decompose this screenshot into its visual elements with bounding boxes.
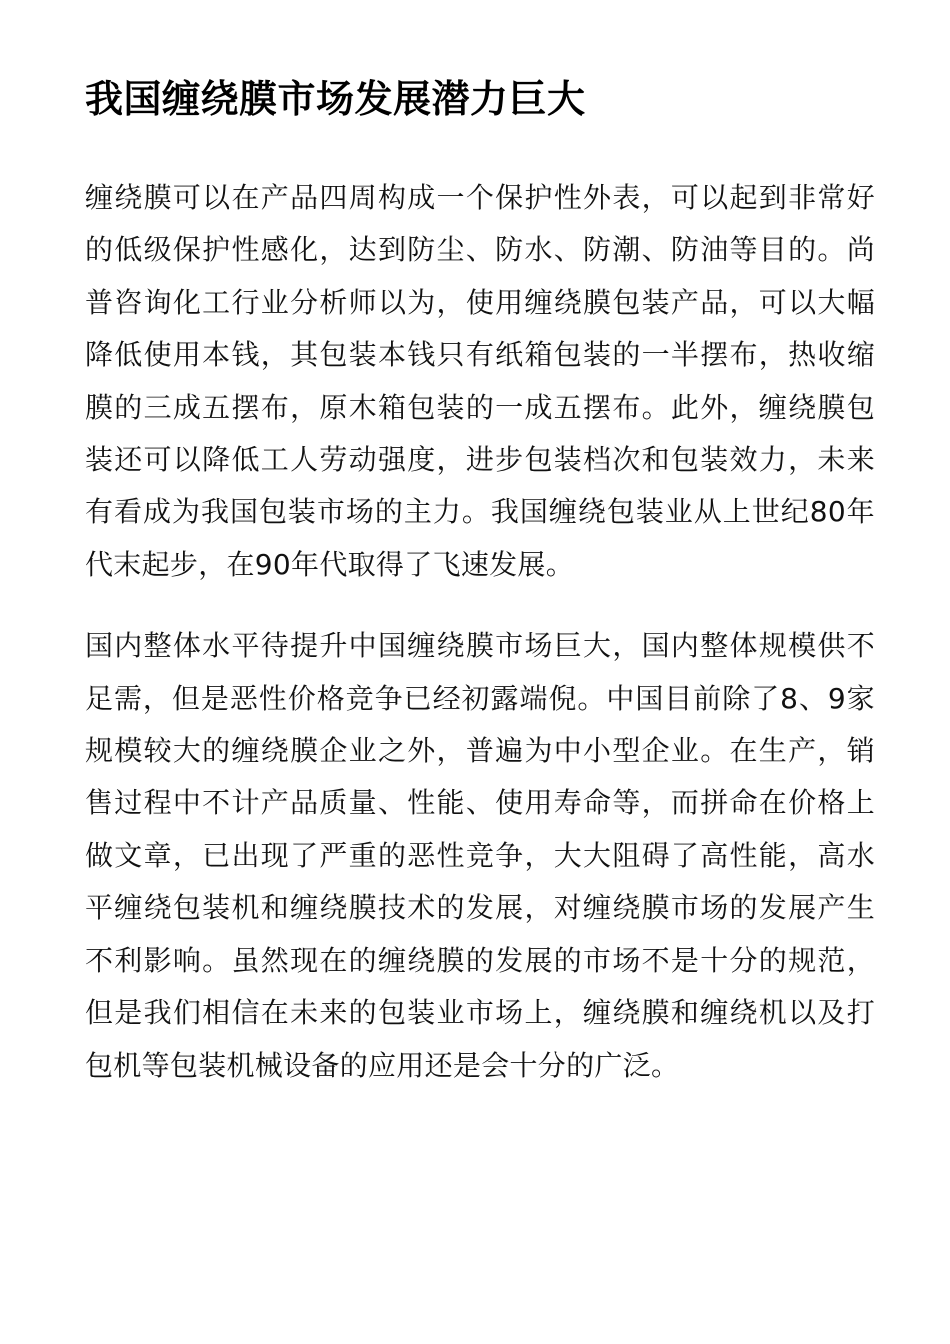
paragraph-2: 国内整体水平待提升中国缠绕膜市场巨大，国内整体规模供不足需，但是恶性价格竞争已经初露端倪。中国目前除了8、9家规模较大的缠绕膜企业之外，普遍为中小型企业。在生产，销售过程中不计产品质量、性能、使用寿命等，而拼命在价格上做文章，已出现了严重的恶性竞争，大大阻碍了高性能，高水平缠绕包装机和缠绕膜技术的发展，对缠绕膜市场的发展产生不利影响。虽然现在的缠绕膜的发展的市场不是十分的规范，但是我们相信在未来的包装业市场上，缠绕膜和缠绕机以及打包机等包装机械设备的应用还是会十分的广泛。 — [85, 629, 875, 1082]
document-page — [85, 72, 875, 1092]
paragraph-1: 缠绕膜可以在产品四周构成一个保护性外表，可以起到非常好的低级保护性感化，达到防尘、防水、防潮、防油等目的。尚普咨询化工行业分析师以为，使用缠绕膜包装产品，可以大幅降低使用本钱，其包装本钱只有纸箱包装的一半摆布，热收缩膜的三成五摆布，原木箱包装的一成五摆布。此外，缠绕膜包装还可以降低工人劳动强度，进步包装档次和包装效力，未来有看成为我国包装市场的主力。我国缠绕包装业从上世纪80年代末起步，在90年代取得了飞速发展。 — [85, 181, 875, 581]
document-title: 我国缠绕膜市场发展潜力巨大 — [85, 77, 586, 121]
